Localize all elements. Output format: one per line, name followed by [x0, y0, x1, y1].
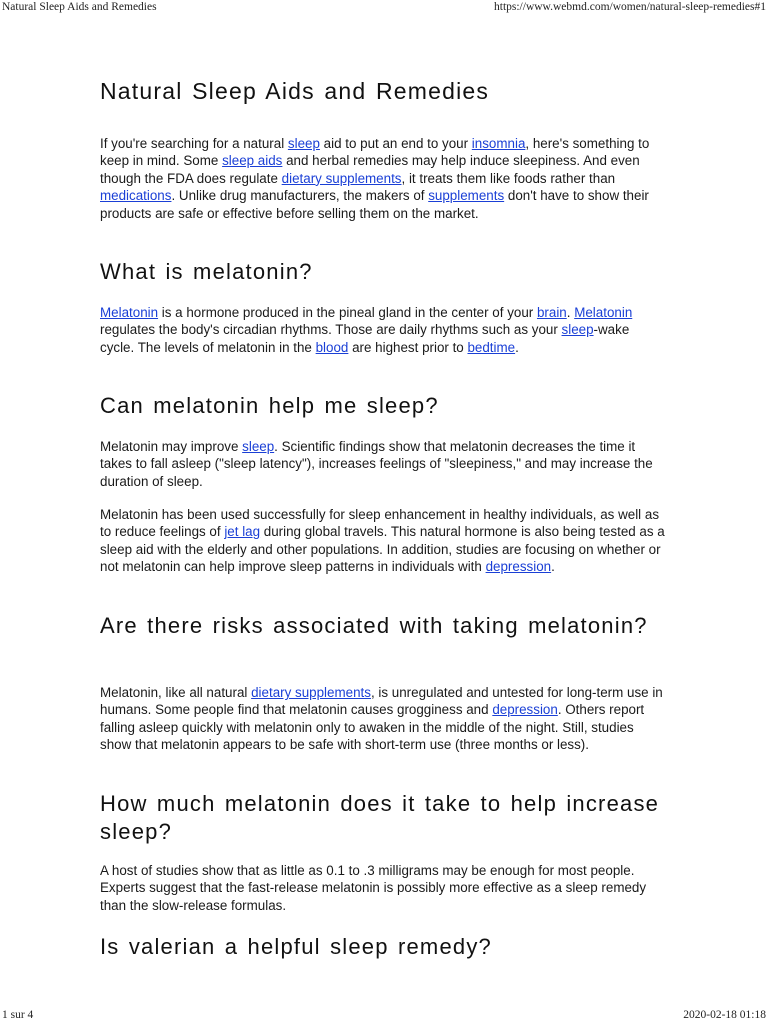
text: regulates the body's circadian rhythms. Those are daily rhythms such as your [100, 322, 562, 338]
heading-valerian: Is valerian a helpful sleep remedy? [100, 934, 492, 959]
sleep-link-2[interactable]: sleep [561, 322, 594, 338]
melatonin-link[interactable]: Melatonin [100, 305, 159, 320]
text: . [515, 339, 519, 355]
text: are highest prior to [348, 339, 468, 355]
depression-link[interactable]: depression [485, 559, 552, 575]
dietary-supplements-link[interactable]: dietary supplements [281, 170, 402, 186]
text: . [551, 559, 555, 575]
brain-link[interactable]: brain [536, 305, 567, 320]
melatonin-risks-paragraph [100, 684, 666, 754]
text: Melatonin may improve [100, 439, 243, 454]
sleep-aids-link[interactable]: sleep aids [222, 153, 283, 169]
page-number: 1 sur 4 [2, 1009, 34, 1021]
depression-link-2[interactable]: depression [492, 702, 558, 718]
bedtime-link[interactable]: bedtime [467, 339, 516, 355]
text: aid to put an end to your [319, 136, 472, 151]
intro-paragraph [100, 135, 666, 222]
text: and herbal remedies may help induce sleepiness. And even though the FDA does regulate [100, 153, 640, 186]
text: don't have to show their products are safe or effective before selling them on the market. [100, 188, 649, 221]
heading-what-is-melatonin: What is melatonin? [100, 259, 313, 284]
insomnia-link[interactable]: insomnia [471, 136, 526, 151]
sleep-link[interactable]: sleep [287, 136, 320, 151]
print-footer [0, 1008, 768, 1024]
sleep-link-3[interactable]: sleep [242, 439, 275, 454]
text: , is unregulated and untested for long-term use in humans. Some people find that melatonin causes grogginess and [100, 685, 663, 718]
text: , it treats them like foods rather than [401, 170, 616, 186]
text: . Others report falling asleep quickly with melatonin only to awaken in the middle of the night. Still, studies show that melatonin appears to be safe with short-term use (three months or less). [100, 702, 645, 753]
medications-link[interactable]: medications [100, 188, 172, 204]
text: Melatonin has been used successfully for sleep enhancement in healthy individuals, as well as to reduce feelings of [100, 507, 660, 540]
melatonin-definition-paragraph [100, 304, 666, 356]
heading-dosage: How much melatonin does it take to help increase sleep? [100, 791, 660, 844]
heading-risks: Are there risks associated with taking melatonin? [100, 613, 648, 638]
heading-can-melatonin-help: Can melatonin help me sleep? [100, 393, 439, 418]
text: . [566, 305, 575, 320]
print-header-title: Natural Sleep Aids and Remedies [2, 1, 157, 13]
text: . Scientific findings show that melatonin decreases the time it takes to fall asleep ("sleep latency"), increases feelings of "sleepiness," and may increase the duration of sleep. [100, 439, 653, 489]
melatonin-dosage-paragraph [100, 862, 666, 914]
print-header [0, 0, 768, 16]
text: -wake cycle. The levels of melatonin in the [100, 322, 630, 355]
supplements-link[interactable]: supplements [428, 188, 505, 204]
text: . Unlike drug manufacturers, the makers of [171, 188, 429, 204]
text: If you're searching for a natural [100, 136, 288, 151]
text: , here's something to keep in mind. Some [100, 136, 650, 169]
print-header-url: https://www.webmd.com/women/natural-sleep-remedies#1 [494, 1, 766, 13]
dietary-supplements-link-2[interactable]: dietary supplements [251, 685, 371, 700]
text: A host of studies show that as little as 0.1 to .3 milligrams may be enough for most people. Experts suggest that the fast-release melatonin is possibly more effective as a sleep remedy than the slow-release formulas. [100, 863, 647, 913]
blood-link[interactable]: blood [315, 339, 349, 355]
text: during global travels. This natural hormone is also being tested as a sleep aid with the elderly and other populations. In addition, studies are focusing on whether or not melatonin can help improve sleep patterns in individuals with [100, 524, 665, 575]
print-timestamp: 2020-02-18 01:18 [683, 1009, 766, 1021]
melatonin-link-2[interactable]: Melatonin [574, 305, 633, 320]
text: Melatonin, like all natural [100, 685, 252, 700]
text: is a hormone produced in the pineal gland in the center of your [158, 305, 537, 320]
jet-lag-link[interactable]: jet lag [224, 524, 261, 540]
melatonin-uses-paragraph [100, 506, 666, 576]
article-title: Natural Sleep Aids and Remedies [100, 78, 490, 104]
melatonin-benefits-paragraph [100, 438, 666, 490]
